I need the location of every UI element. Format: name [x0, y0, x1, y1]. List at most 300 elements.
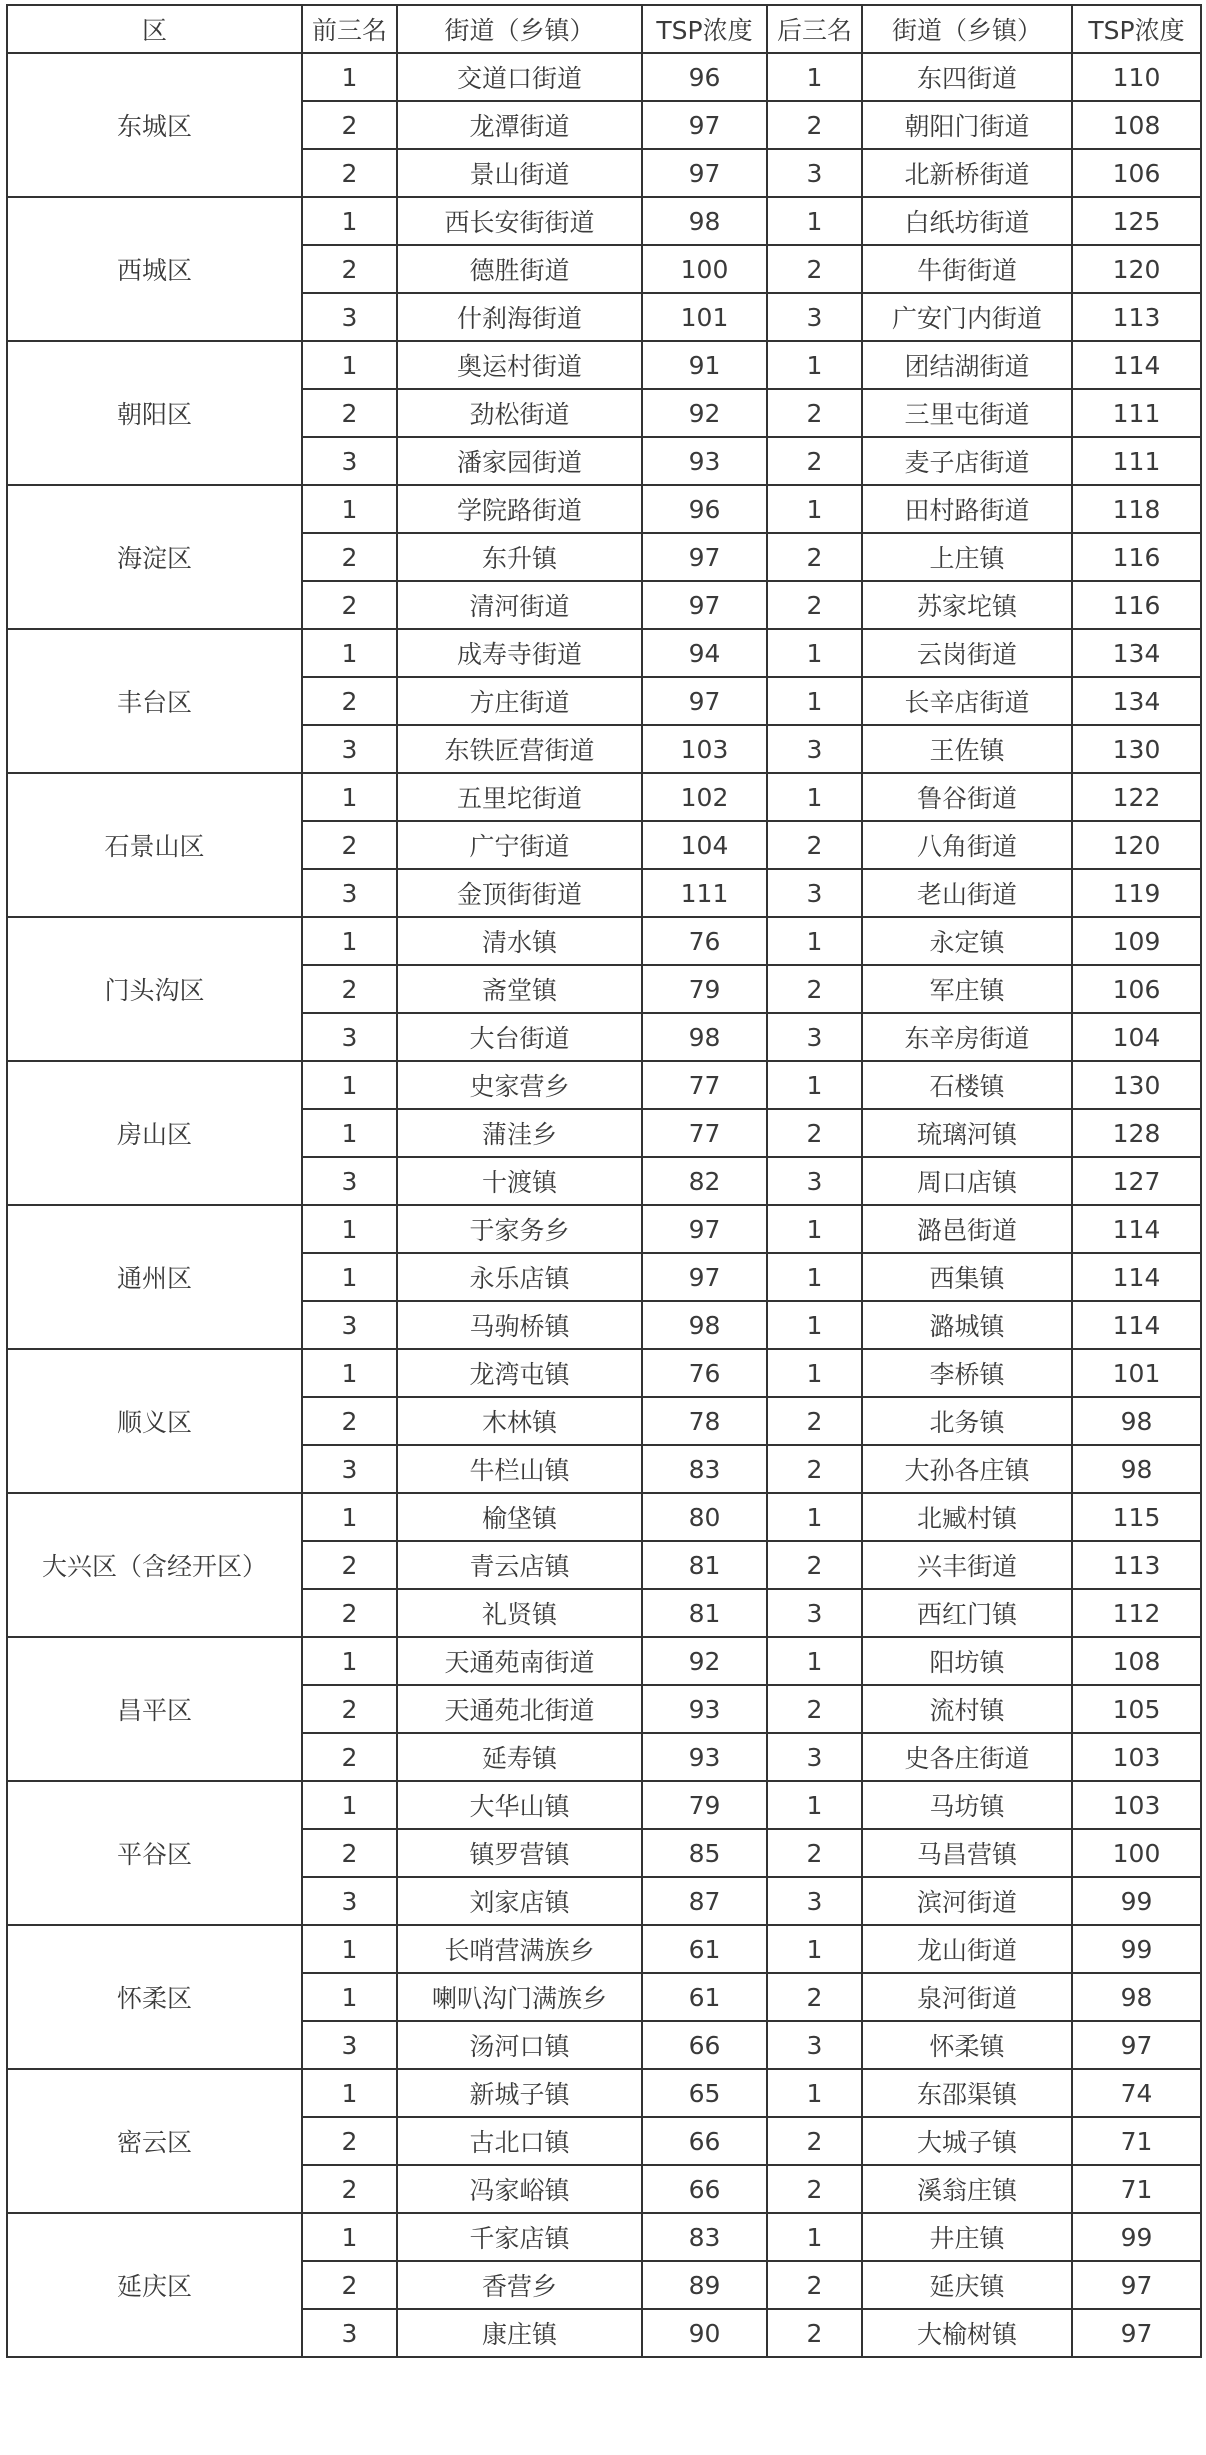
top-rank-cell: 2 — [302, 101, 397, 149]
bottom-tsp-cell: 103 — [1072, 1733, 1201, 1781]
top-rank-cell: 1 — [302, 1061, 397, 1109]
top-tsp-cell: 97 — [642, 149, 767, 197]
bottom-rank-cell: 3 — [767, 1589, 862, 1637]
bottom-rank-cell: 3 — [767, 1877, 862, 1925]
bottom-tsp-cell: 118 — [1072, 485, 1201, 533]
bottom-tsp-cell: 97 — [1072, 2261, 1201, 2309]
top-street-cell: 史家营乡 — [397, 1061, 642, 1109]
top-rank-cell: 2 — [302, 2117, 397, 2165]
bottom-tsp-cell: 114 — [1072, 1253, 1201, 1301]
header-bottom-rank: 后三名 — [767, 5, 862, 53]
top-street-cell: 汤河口镇 — [397, 2021, 642, 2069]
bottom-street-cell: 潞城镇 — [862, 1301, 1072, 1349]
bottom-tsp-cell: 108 — [1072, 1637, 1201, 1685]
bottom-street-cell: 北臧村镇 — [862, 1493, 1072, 1541]
header-top-rank: 前三名 — [302, 5, 397, 53]
table-row — [7, 917, 1201, 965]
top-tsp-cell: 83 — [642, 2213, 767, 2261]
district-cell: 怀柔区 — [7, 1925, 302, 2069]
bottom-street-cell: 军庄镇 — [862, 965, 1072, 1013]
top-tsp-cell: 93 — [642, 437, 767, 485]
bottom-street-cell: 云岗街道 — [862, 629, 1072, 677]
top-rank-cell: 2 — [302, 245, 397, 293]
bottom-street-cell: 田村路街道 — [862, 485, 1072, 533]
district-cell: 顺义区 — [7, 1349, 302, 1493]
top-tsp-cell: 93 — [642, 1685, 767, 1733]
table-row — [7, 1349, 1201, 1397]
top-street-cell: 斋堂镇 — [397, 965, 642, 1013]
table-row — [7, 1781, 1201, 1829]
top-tsp-cell: 87 — [642, 1877, 767, 1925]
top-rank-cell: 3 — [302, 1445, 397, 1493]
top-street-cell: 天通苑北街道 — [397, 1685, 642, 1733]
top-rank-cell: 2 — [302, 533, 397, 581]
district-cell: 东城区 — [7, 53, 302, 197]
district-cell: 门头沟区 — [7, 917, 302, 1061]
bottom-tsp-cell: 98 — [1072, 1445, 1201, 1493]
top-tsp-cell: 103 — [642, 725, 767, 773]
bottom-tsp-cell: 134 — [1072, 629, 1201, 677]
bottom-street-cell: 大孙各庄镇 — [862, 1445, 1072, 1493]
table-row — [7, 53, 1201, 101]
top-street-cell: 东铁匠营街道 — [397, 725, 642, 773]
bottom-rank-cell: 1 — [767, 917, 862, 965]
top-street-cell: 镇罗营镇 — [397, 1829, 642, 1877]
top-rank-cell: 1 — [302, 53, 397, 101]
top-tsp-cell: 78 — [642, 1397, 767, 1445]
top-street-cell: 木林镇 — [397, 1397, 642, 1445]
top-rank-cell: 2 — [302, 1589, 397, 1637]
top-rank-cell: 1 — [302, 1973, 397, 2021]
top-street-cell: 五里坨街道 — [397, 773, 642, 821]
top-rank-cell: 3 — [302, 293, 397, 341]
top-rank-cell: 1 — [302, 2213, 397, 2261]
top-rank-cell: 2 — [302, 1829, 397, 1877]
top-tsp-cell: 61 — [642, 1973, 767, 2021]
bottom-street-cell: 东辛房街道 — [862, 1013, 1072, 1061]
bottom-tsp-cell: 134 — [1072, 677, 1201, 725]
bottom-street-cell: 麦子店街道 — [862, 437, 1072, 485]
top-rank-cell: 3 — [302, 1301, 397, 1349]
top-street-cell: 千家店镇 — [397, 2213, 642, 2261]
bottom-rank-cell: 2 — [767, 101, 862, 149]
top-street-cell: 刘家店镇 — [397, 1877, 642, 1925]
bottom-street-cell: 阳坊镇 — [862, 1637, 1072, 1685]
bottom-tsp-cell: 114 — [1072, 341, 1201, 389]
bottom-street-cell: 井庄镇 — [862, 2213, 1072, 2261]
bottom-street-cell: 兴丰街道 — [862, 1541, 1072, 1589]
bottom-street-cell: 潞邑街道 — [862, 1205, 1072, 1253]
top-street-cell: 大台街道 — [397, 1013, 642, 1061]
bottom-tsp-cell: 128 — [1072, 1109, 1201, 1157]
bottom-tsp-cell: 127 — [1072, 1157, 1201, 1205]
bottom-rank-cell: 2 — [767, 533, 862, 581]
top-rank-cell: 1 — [302, 1109, 397, 1157]
top-tsp-cell: 98 — [642, 1301, 767, 1349]
bottom-street-cell: 白纸坊街道 — [862, 197, 1072, 245]
top-tsp-cell: 92 — [642, 389, 767, 437]
top-tsp-cell: 90 — [642, 2309, 767, 2357]
top-tsp-cell: 96 — [642, 485, 767, 533]
bottom-rank-cell: 1 — [767, 773, 862, 821]
top-street-cell: 方庄街道 — [397, 677, 642, 725]
bottom-rank-cell: 3 — [767, 869, 862, 917]
bottom-tsp-cell: 99 — [1072, 2213, 1201, 2261]
top-street-cell: 广宁街道 — [397, 821, 642, 869]
bottom-tsp-cell: 109 — [1072, 917, 1201, 965]
bottom-street-cell: 三里屯街道 — [862, 389, 1072, 437]
bottom-street-cell: 周口店镇 — [862, 1157, 1072, 1205]
bottom-tsp-cell: 98 — [1072, 1397, 1201, 1445]
bottom-street-cell: 泉河街道 — [862, 1973, 1072, 2021]
bottom-rank-cell: 1 — [767, 1637, 862, 1685]
bottom-tsp-cell: 116 — [1072, 533, 1201, 581]
bottom-tsp-cell: 130 — [1072, 1061, 1201, 1109]
bottom-street-cell: 史各庄街道 — [862, 1733, 1072, 1781]
bottom-rank-cell: 2 — [767, 2261, 862, 2309]
top-street-cell: 蒲洼乡 — [397, 1109, 642, 1157]
top-rank-cell: 2 — [302, 149, 397, 197]
bottom-rank-cell: 3 — [767, 149, 862, 197]
top-tsp-cell: 98 — [642, 1013, 767, 1061]
bottom-street-cell: 鲁谷街道 — [862, 773, 1072, 821]
top-tsp-cell: 66 — [642, 2021, 767, 2069]
bottom-street-cell: 牛街街道 — [862, 245, 1072, 293]
table-row — [7, 1205, 1201, 1253]
bottom-tsp-cell: 120 — [1072, 245, 1201, 293]
bottom-tsp-cell: 103 — [1072, 1781, 1201, 1829]
top-tsp-cell: 76 — [642, 1349, 767, 1397]
top-rank-cell: 3 — [302, 1157, 397, 1205]
top-tsp-cell: 85 — [642, 1829, 767, 1877]
bottom-tsp-cell: 111 — [1072, 389, 1201, 437]
bottom-tsp-cell: 119 — [1072, 869, 1201, 917]
bottom-rank-cell: 2 — [767, 1973, 862, 2021]
bottom-rank-cell: 3 — [767, 1733, 862, 1781]
top-street-cell: 喇叭沟门满族乡 — [397, 1973, 642, 2021]
bottom-rank-cell: 2 — [767, 1685, 862, 1733]
bottom-tsp-cell: 99 — [1072, 1877, 1201, 1925]
top-tsp-cell: 101 — [642, 293, 767, 341]
bottom-rank-cell: 2 — [767, 245, 862, 293]
bottom-street-cell: 上庄镇 — [862, 533, 1072, 581]
bottom-rank-cell: 1 — [767, 341, 862, 389]
bottom-tsp-cell: 125 — [1072, 197, 1201, 245]
bottom-rank-cell: 3 — [767, 293, 862, 341]
table-row — [7, 197, 1201, 245]
bottom-street-cell: 琉璃河镇 — [862, 1109, 1072, 1157]
top-street-cell: 清河街道 — [397, 581, 642, 629]
bottom-rank-cell: 1 — [767, 1205, 862, 1253]
top-tsp-cell: 66 — [642, 2117, 767, 2165]
table-row — [7, 1637, 1201, 1685]
bottom-street-cell: 滨河街道 — [862, 1877, 1072, 1925]
top-rank-cell: 1 — [302, 1781, 397, 1829]
top-street-cell: 香营乡 — [397, 2261, 642, 2309]
district-cell: 大兴区（含经开区） — [7, 1493, 302, 1637]
top-street-cell: 十渡镇 — [397, 1157, 642, 1205]
top-tsp-cell: 97 — [642, 101, 767, 149]
top-street-cell: 康庄镇 — [397, 2309, 642, 2357]
bottom-rank-cell: 1 — [767, 485, 862, 533]
top-street-cell: 清水镇 — [397, 917, 642, 965]
bottom-rank-cell: 2 — [767, 1445, 862, 1493]
top-tsp-cell: 89 — [642, 2261, 767, 2309]
table-row — [7, 1925, 1201, 1973]
top-street-cell: 什刹海街道 — [397, 293, 642, 341]
bottom-tsp-cell: 130 — [1072, 725, 1201, 773]
bottom-rank-cell: 3 — [767, 1013, 862, 1061]
bottom-rank-cell: 1 — [767, 1493, 862, 1541]
top-tsp-cell: 65 — [642, 2069, 767, 2117]
top-tsp-cell: 91 — [642, 341, 767, 389]
bottom-rank-cell: 1 — [767, 2069, 862, 2117]
top-street-cell: 德胜街道 — [397, 245, 642, 293]
header-bottom-street: 街道（乡镇） — [862, 5, 1072, 53]
top-tsp-cell: 79 — [642, 965, 767, 1013]
top-rank-cell: 2 — [302, 1733, 397, 1781]
table-row — [7, 2069, 1201, 2117]
bottom-tsp-cell: 97 — [1072, 2021, 1201, 2069]
table-row — [7, 485, 1201, 533]
bottom-street-cell: 朝阳门街道 — [862, 101, 1072, 149]
district-cell: 海淀区 — [7, 485, 302, 629]
bottom-tsp-cell: 113 — [1072, 293, 1201, 341]
top-tsp-cell: 81 — [642, 1541, 767, 1589]
top-tsp-cell: 61 — [642, 1925, 767, 1973]
bottom-street-cell: 怀柔镇 — [862, 2021, 1072, 2069]
top-rank-cell: 3 — [302, 1877, 397, 1925]
top-street-cell: 永乐店镇 — [397, 1253, 642, 1301]
top-street-cell: 冯家峪镇 — [397, 2165, 642, 2213]
bottom-rank-cell: 1 — [767, 2213, 862, 2261]
district-cell: 昌平区 — [7, 1637, 302, 1781]
bottom-tsp-cell: 110 — [1072, 53, 1201, 101]
top-rank-cell: 2 — [302, 677, 397, 725]
bottom-rank-cell: 1 — [767, 1349, 862, 1397]
top-street-cell: 牛栏山镇 — [397, 1445, 642, 1493]
district-cell: 延庆区 — [7, 2213, 302, 2357]
top-rank-cell: 3 — [302, 2309, 397, 2357]
top-rank-cell: 1 — [302, 1205, 397, 1253]
top-rank-cell: 3 — [302, 437, 397, 485]
top-tsp-cell: 111 — [642, 869, 767, 917]
bottom-rank-cell: 1 — [767, 1781, 862, 1829]
bottom-tsp-cell: 101 — [1072, 1349, 1201, 1397]
top-tsp-cell: 104 — [642, 821, 767, 869]
bottom-street-cell: 延庆镇 — [862, 2261, 1072, 2309]
bottom-rank-cell: 2 — [767, 581, 862, 629]
top-street-cell: 东升镇 — [397, 533, 642, 581]
top-tsp-cell: 66 — [642, 2165, 767, 2213]
top-street-cell: 马驹桥镇 — [397, 1301, 642, 1349]
bottom-tsp-cell: 122 — [1072, 773, 1201, 821]
bottom-street-cell: 溪翁庄镇 — [862, 2165, 1072, 2213]
top-street-cell: 成寿寺街道 — [397, 629, 642, 677]
district-cell: 石景山区 — [7, 773, 302, 917]
top-street-cell: 长哨营满族乡 — [397, 1925, 642, 1973]
bottom-street-cell: 东邵渠镇 — [862, 2069, 1072, 2117]
top-rank-cell: 2 — [302, 1541, 397, 1589]
bottom-tsp-cell: 104 — [1072, 1013, 1201, 1061]
bottom-tsp-cell: 108 — [1072, 101, 1201, 149]
bottom-tsp-cell: 105 — [1072, 1685, 1201, 1733]
bottom-street-cell: 东四街道 — [862, 53, 1072, 101]
bottom-rank-cell: 1 — [767, 1925, 862, 1973]
top-street-cell: 延寿镇 — [397, 1733, 642, 1781]
bottom-street-cell: 北新桥街道 — [862, 149, 1072, 197]
top-rank-cell: 1 — [302, 1349, 397, 1397]
bottom-tsp-cell: 114 — [1072, 1205, 1201, 1253]
top-street-cell: 交道口街道 — [397, 53, 642, 101]
table-row — [7, 629, 1201, 677]
top-rank-cell: 1 — [302, 341, 397, 389]
top-rank-cell: 2 — [302, 965, 397, 1013]
bottom-street-cell: 流村镇 — [862, 1685, 1072, 1733]
top-street-cell: 于家务乡 — [397, 1205, 642, 1253]
top-rank-cell: 2 — [302, 2261, 397, 2309]
bottom-tsp-cell: 114 — [1072, 1301, 1201, 1349]
bottom-rank-cell: 1 — [767, 629, 862, 677]
top-rank-cell: 1 — [302, 629, 397, 677]
top-street-cell: 西长安街街道 — [397, 197, 642, 245]
bottom-rank-cell: 1 — [767, 1301, 862, 1349]
top-rank-cell: 1 — [302, 1493, 397, 1541]
bottom-tsp-cell: 113 — [1072, 1541, 1201, 1589]
top-tsp-cell: 77 — [642, 1061, 767, 1109]
bottom-rank-cell: 1 — [767, 1253, 862, 1301]
bottom-rank-cell: 2 — [767, 1829, 862, 1877]
bottom-street-cell: 大城子镇 — [862, 2117, 1072, 2165]
bottom-street-cell: 王佐镇 — [862, 725, 1072, 773]
top-street-cell: 榆垡镇 — [397, 1493, 642, 1541]
top-tsp-cell: 82 — [642, 1157, 767, 1205]
top-tsp-cell: 97 — [642, 1253, 767, 1301]
header-bottom-tsp: TSP浓度 — [1072, 5, 1201, 53]
top-rank-cell: 2 — [302, 1685, 397, 1733]
bottom-tsp-cell: 106 — [1072, 149, 1201, 197]
bottom-rank-cell: 2 — [767, 821, 862, 869]
bottom-tsp-cell: 74 — [1072, 2069, 1201, 2117]
top-rank-cell: 3 — [302, 725, 397, 773]
top-street-cell: 奥运村街道 — [397, 341, 642, 389]
top-street-cell: 龙潭街道 — [397, 101, 642, 149]
top-tsp-cell: 92 — [642, 1637, 767, 1685]
top-tsp-cell: 93 — [642, 1733, 767, 1781]
tsp-ranking-table-container — [6, 4, 1200, 2358]
bottom-rank-cell: 2 — [767, 389, 862, 437]
top-street-cell: 劲松街道 — [397, 389, 642, 437]
bottom-street-cell: 西集镇 — [862, 1253, 1072, 1301]
district-cell: 通州区 — [7, 1205, 302, 1349]
bottom-tsp-cell: 71 — [1072, 2165, 1201, 2213]
bottom-tsp-cell: 100 — [1072, 1829, 1201, 1877]
header-row — [7, 5, 1201, 53]
header-district: 区 — [7, 5, 302, 53]
header-top-street: 街道（乡镇） — [397, 5, 642, 53]
bottom-street-cell: 老山街道 — [862, 869, 1072, 917]
bottom-street-cell: 李桥镇 — [862, 1349, 1072, 1397]
bottom-rank-cell: 2 — [767, 2309, 862, 2357]
bottom-rank-cell: 1 — [767, 1061, 862, 1109]
top-street-cell: 潘家园街道 — [397, 437, 642, 485]
top-rank-cell: 2 — [302, 581, 397, 629]
top-street-cell: 天通苑南街道 — [397, 1637, 642, 1685]
top-street-cell: 景山街道 — [397, 149, 642, 197]
bottom-tsp-cell: 115 — [1072, 1493, 1201, 1541]
table-body — [7, 53, 1201, 2357]
top-rank-cell: 2 — [302, 821, 397, 869]
table-row — [7, 341, 1201, 389]
bottom-rank-cell: 1 — [767, 197, 862, 245]
top-tsp-cell: 81 — [642, 1589, 767, 1637]
top-rank-cell: 1 — [302, 1253, 397, 1301]
bottom-street-cell: 永定镇 — [862, 917, 1072, 965]
top-tsp-cell: 97 — [642, 677, 767, 725]
bottom-tsp-cell: 106 — [1072, 965, 1201, 1013]
table-row — [7, 773, 1201, 821]
top-rank-cell: 3 — [302, 2021, 397, 2069]
top-tsp-cell: 76 — [642, 917, 767, 965]
bottom-street-cell: 西红门镇 — [862, 1589, 1072, 1637]
bottom-street-cell: 北务镇 — [862, 1397, 1072, 1445]
bottom-tsp-cell: 111 — [1072, 437, 1201, 485]
bottom-rank-cell: 1 — [767, 677, 862, 725]
top-tsp-cell: 97 — [642, 1205, 767, 1253]
bottom-tsp-cell: 120 — [1072, 821, 1201, 869]
top-street-cell: 金顶街街道 — [397, 869, 642, 917]
top-rank-cell: 1 — [302, 485, 397, 533]
bottom-rank-cell: 3 — [767, 725, 862, 773]
bottom-street-cell: 八角街道 — [862, 821, 1072, 869]
top-rank-cell: 1 — [302, 773, 397, 821]
district-cell: 密云区 — [7, 2069, 302, 2213]
bottom-tsp-cell: 99 — [1072, 1925, 1201, 1973]
top-rank-cell: 2 — [302, 389, 397, 437]
top-tsp-cell: 98 — [642, 197, 767, 245]
top-tsp-cell: 100 — [642, 245, 767, 293]
top-street-cell: 青云店镇 — [397, 1541, 642, 1589]
table-row — [7, 1061, 1201, 1109]
bottom-street-cell: 广安门内街道 — [862, 293, 1072, 341]
top-tsp-cell: 97 — [642, 533, 767, 581]
tsp-ranking-table — [6, 4, 1202, 2358]
top-rank-cell: 2 — [302, 1397, 397, 1445]
top-street-cell: 礼贤镇 — [397, 1589, 642, 1637]
top-street-cell: 古北口镇 — [397, 2117, 642, 2165]
bottom-street-cell: 苏家坨镇 — [862, 581, 1072, 629]
bottom-street-cell: 大榆树镇 — [862, 2309, 1072, 2357]
top-street-cell: 新城子镇 — [397, 2069, 642, 2117]
table-row — [7, 2213, 1201, 2261]
top-rank-cell: 3 — [302, 869, 397, 917]
bottom-street-cell: 长辛店街道 — [862, 677, 1072, 725]
district-cell: 丰台区 — [7, 629, 302, 773]
top-rank-cell: 1 — [302, 1925, 397, 1973]
bottom-rank-cell: 1 — [767, 53, 862, 101]
top-tsp-cell: 77 — [642, 1109, 767, 1157]
bottom-tsp-cell: 116 — [1072, 581, 1201, 629]
top-rank-cell: 2 — [302, 2165, 397, 2213]
top-rank-cell: 3 — [302, 1013, 397, 1061]
bottom-rank-cell: 3 — [767, 1157, 862, 1205]
bottom-rank-cell: 3 — [767, 2021, 862, 2069]
top-street-cell: 龙湾屯镇 — [397, 1349, 642, 1397]
top-tsp-cell: 102 — [642, 773, 767, 821]
bottom-rank-cell: 2 — [767, 437, 862, 485]
bottom-tsp-cell: 97 — [1072, 2309, 1201, 2357]
top-tsp-cell: 94 — [642, 629, 767, 677]
